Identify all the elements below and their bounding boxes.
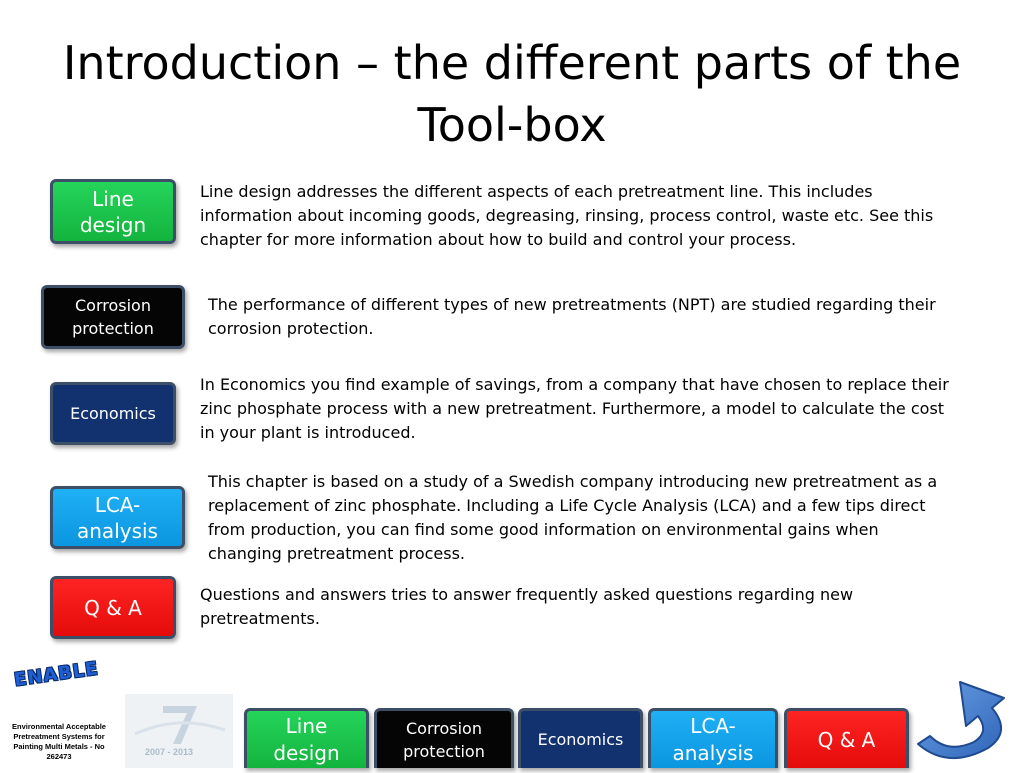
nav-corrosion-protection-button[interactable] xyxy=(374,708,514,768)
corrosion-protection-description: The performance of different types of new pretreatments (NPT) are studied regarding their corrosion protection. xyxy=(208,295,936,338)
nav-line-design-label: Line design xyxy=(273,713,340,765)
line-design-button[interactable] xyxy=(50,179,176,244)
lca-analysis-description: This chapter is based on a study of a Swedish company introducing new pretreatment as a replacement of zinc phosphate. Including a Life Cycle Analysis (LCA) and a few tips direct from production, you can find some good information on environmental gains when changing pretreatment process. xyxy=(208,472,938,563)
corrosion-protection-button[interactable] xyxy=(41,285,185,349)
qa-description: Questions and answers tries to answer frequently asked questions regarding new pretreatments. xyxy=(200,585,854,628)
nav-lca-analysis-label: LCA-analysis xyxy=(672,713,754,765)
nav-economics-button[interactable] xyxy=(518,708,643,768)
nav-lca-analysis-button[interactable] xyxy=(648,708,778,768)
nav-economics-label: Economics xyxy=(537,730,624,749)
line-design-label: Line design xyxy=(79,186,147,237)
economics-description: In Economics you find example of savings, from a company that have chosen to replace their zinc phosphate process with a new pretreatment. Furthermore, a model to calculate the cost in your plant is introduced. xyxy=(200,375,949,442)
lca-analysis-label: LCA-analysis xyxy=(77,492,158,543)
fp7-years: 2007 - 2013 xyxy=(145,747,194,757)
return-arrow-icon[interactable] xyxy=(908,674,1024,768)
nav-qa-button[interactable] xyxy=(784,708,909,768)
qa-button[interactable] xyxy=(50,576,176,639)
nav-qa-label: Q & A xyxy=(817,727,876,752)
project-caption: Environmental Acceptable Pretreatment Systems for Painting Multi Metals - No 262473 xyxy=(12,722,106,761)
line-design-description: Line design addresses the different aspects of each pretreatment line. This includes information about incoming goods, degreasing, rinsing, process control, waste etc. See this chapter for more information about how to build and control your process. xyxy=(200,182,934,249)
economics-button[interactable] xyxy=(50,382,176,445)
economics-label: Economics xyxy=(70,404,156,423)
lca-analysis-button[interactable] xyxy=(50,486,185,549)
fp7-logo xyxy=(125,694,233,768)
enable-logo: ENABLE xyxy=(12,658,100,691)
nav-corrosion-protection-label: Corrosion protection xyxy=(403,718,485,761)
corrosion-protection-label: Corrosion protection xyxy=(72,296,154,338)
page-title: Introduction – the different parts of the Tool-box xyxy=(62,36,962,152)
qa-label: Q & A xyxy=(84,595,142,620)
nav-line-design-button[interactable] xyxy=(244,708,369,768)
